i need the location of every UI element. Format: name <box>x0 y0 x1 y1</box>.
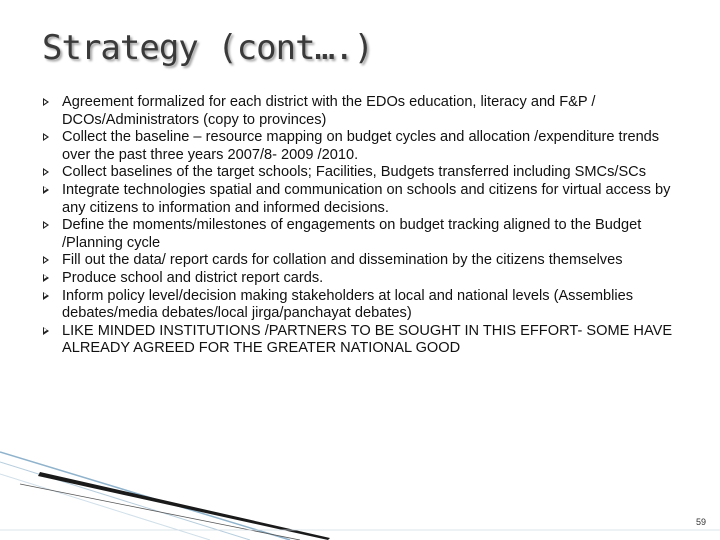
triangle-right-icon <box>43 292 49 300</box>
slide-title: Strategy (cont….) <box>42 28 373 68</box>
bullet-text: Collect the baseline – resource mapping on budget cycles and allocation /expenditure trends over the past three years 2007/8- 2009 /2010. <box>62 129 660 163</box>
bullet-item <box>40 323 690 358</box>
bullet-text: Integrate technologies spatial and communication on schools and citizens for virtual access by any citizens to information and informed decisions. <box>62 181 671 216</box>
triangle-right-icon <box>43 98 49 106</box>
bullet-text: Fill out the data/ report cards for collation and dissemination by the citizens themselves <box>62 252 623 269</box>
bullet-item <box>40 94 690 129</box>
bullet-item <box>40 252 690 270</box>
triangle-right-icon <box>43 133 49 141</box>
triangle-right-icon <box>43 274 49 282</box>
bullet-text: Collect baselines of the target schools; Facilities, Budgets transferred including SMCs/SCs <box>62 164 647 181</box>
bullet-text: Define the moments/milestones of engagements on budget tracking aligned to the Budget /Planning cycle <box>62 217 642 251</box>
page-number: 59 <box>695 517 706 527</box>
triangle-right-icon <box>43 168 49 176</box>
bullet-item <box>40 217 690 252</box>
triangle-right-icon <box>43 221 49 229</box>
bullet-text: Agreement formalized for each district with the EDOs education, literacy and F&P / DCOs/Administrators (copy to provinces) <box>62 94 596 128</box>
bullet-list <box>40 94 690 358</box>
bullet-text: LIKE MINDED INSTITUTIONS /PARTNERS TO BE SOUGHT IN THIS EFFORT- SOME HAVE ALREADY AGREED FOR THE GREATER NATIONAL GOOD <box>62 322 673 357</box>
bullet-item <box>40 288 690 323</box>
bullet-text: Inform policy level/decision making stakeholders at local and national levels (Assemblies debates/media debates/local jirga/panchayat debates) <box>62 287 634 322</box>
bullet-item <box>40 182 690 217</box>
triangle-right-icon <box>43 256 49 264</box>
bullet-item <box>40 129 690 164</box>
bullet-item <box>40 270 690 288</box>
bullet-text: Produce school and district report cards. <box>62 269 324 286</box>
triangle-right-icon <box>43 186 49 194</box>
bullet-item <box>40 164 690 182</box>
triangle-right-icon <box>43 327 49 335</box>
